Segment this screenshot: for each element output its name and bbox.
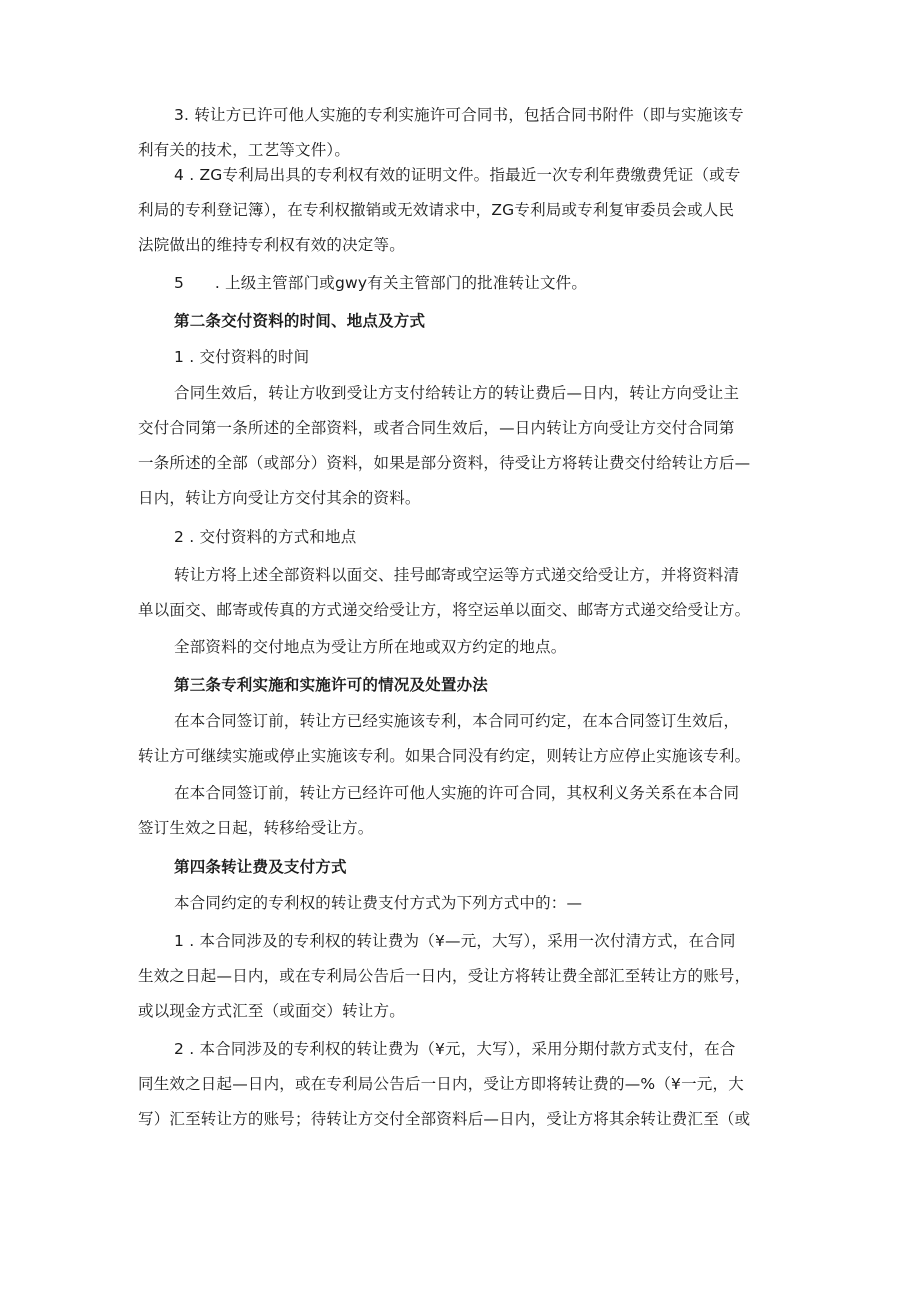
text-line: 写）汇至转让方的账号；待转让方交付全部资料后—日内，受让方将其余转让费汇至（或 bbox=[138, 1110, 751, 1128]
text-line: 或以现金方式汇至（或面交）转让方。 bbox=[138, 1002, 405, 1020]
paragraph-payment-option-2 bbox=[138, 1032, 788, 1137]
text-line: 4 . ZG专利局出具的专利权有效的证明文件。指最近一次专利年费缴费凭证（或专 bbox=[174, 166, 741, 184]
text-line: 1 . 本合同涉及的专利权的转让费为（¥—元，大写），采用一次付清方式，在合同 bbox=[174, 932, 736, 950]
text-line: 全部资料的交付地点为受让方所在地或双方约定的地点。 bbox=[174, 638, 567, 656]
subheading-delivery-method bbox=[138, 520, 788, 555]
text-line: 在本合同签订前，转让方已经实施该专利，本合同可约定，在本合同签订生效后， bbox=[174, 712, 740, 730]
text-line: 合同生效后，转让方收到受让方支付给转让方的转让费后—日内，转让方向受让主 bbox=[174, 384, 740, 402]
paragraph-item-4 bbox=[138, 158, 788, 263]
text-line: 转让方可继续实施或停止实施该专利。如果合同没有约定，则转让方应停止实施该专利。 bbox=[138, 747, 751, 765]
heading-text: 第三条专利实施和实施许可的情况及处置办法 bbox=[174, 676, 489, 694]
text-line: 利有关的技术，工艺等文件）。 bbox=[138, 141, 351, 159]
text-line: 本合同约定的专利权的转让费支付方式为下列方式中的：— bbox=[174, 894, 583, 912]
paragraph-delivery-method bbox=[138, 558, 788, 628]
text-line: 3. 转让方已许可他人实施的专利实施许可合同书，包括合同书附件（即与实施该专 bbox=[174, 106, 744, 124]
text-line: 签订生效之日起，转移给受让方。 bbox=[138, 819, 374, 837]
text-line: 法院做出的维持专利权有效的决定等。 bbox=[138, 236, 405, 254]
text-line: 交付合同第一条所述的全部资料，或者合同生效后，—日内转让方向受让方交付合同第 bbox=[138, 419, 735, 437]
section-heading-article-2 bbox=[138, 304, 788, 339]
text-line: 生效之日起—日内，或在专利局公告后一日内，受让方将转让费全部汇至转让方的账号， bbox=[138, 967, 751, 985]
text-line: 5 . 上级主管部门或gwy有关主管部门的批准转让文件。 bbox=[174, 274, 588, 292]
paragraph-license-transfer bbox=[138, 776, 788, 846]
text-line: 同生效之日起—日内，或在专利局公告后一日内，受让方即将转让费的—%（¥一元，大 bbox=[138, 1075, 744, 1093]
heading-text: 第二条交付资料的时间、地点及方式 bbox=[174, 312, 426, 330]
section-heading-article-3 bbox=[138, 668, 788, 703]
paragraph-delivery-time bbox=[138, 376, 788, 516]
text-line: 一条所述的全部（或部分）资料，如果是部分资料，待受让方将转让费交付给转让方后— bbox=[138, 454, 751, 472]
text-line: 利局的专利登记簿），在专利权撤销或无效请求中，ZG专利局或专利复审委员会或人民 bbox=[138, 201, 735, 219]
paragraph-payment-intro bbox=[138, 886, 788, 921]
paragraph-item-5 bbox=[138, 266, 788, 301]
text-line: 单以面交、邮寄或传真的方式递交给受让方，将空运单以面交、邮寄方式递交给受让方。 bbox=[138, 601, 751, 619]
subheading-delivery-time bbox=[138, 340, 788, 375]
section-heading-article-4 bbox=[138, 850, 788, 885]
text-line: 2 . 本合同涉及的专利权的转让费为（¥元，大写），采用分期付款方式支付，在合 bbox=[174, 1040, 736, 1058]
heading-text: 第四条转让费及支付方式 bbox=[174, 858, 347, 876]
text-line: 在本合同签订前，转让方已经许可他人实施的许可合同，其权利义务关系在本合同 bbox=[174, 784, 740, 802]
paragraph-delivery-location bbox=[138, 630, 788, 665]
paragraph-implementation bbox=[138, 704, 788, 774]
paragraph-payment-option-1 bbox=[138, 924, 788, 1029]
text-line: 2 . 交付资料的方式和地点 bbox=[174, 528, 357, 546]
text-line: 日内，转让方向受让方交付其余的资料。 bbox=[138, 489, 421, 507]
text-line: 转让方将上述全部资料以面交、挂号邮寄或空运等方式递交给受让方，并将资料清 bbox=[174, 566, 740, 584]
text-line: 1 . 交付资料的时间 bbox=[174, 348, 310, 366]
